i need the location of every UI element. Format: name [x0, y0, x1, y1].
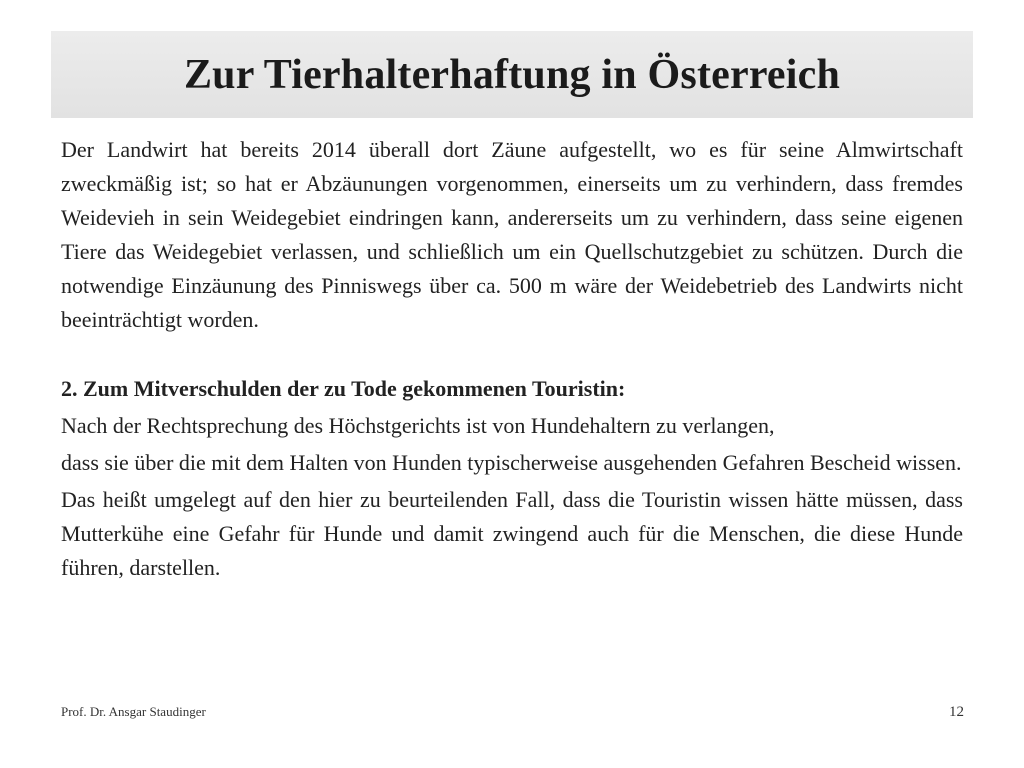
paragraph-dog-owners: dass sie über die mit dem Halten von Hunden typischerweise ausgehenden Gefahren Bescheid wissen.: [61, 450, 962, 475]
page-number: 12: [949, 704, 964, 720]
section-heading: 2. Zum Mitverschulden der zu Tode gekommenen Touristin:: [61, 376, 626, 401]
slide-body: [61, 133, 963, 585]
paragraph-conclusion: Das heißt umgelegt auf den hier zu beurteilenden Fall, dass die Touristin wissen hätte müssen, dass Mutterkühe eine Gefahr für Hunde und damit zwingend auch für die Menschen, die diese Hunde führen, darstellen.: [61, 487, 963, 580]
paragraph-case-law: Nach der Rechtsprechung des Höchstgerichts ist von Hundehaltern zu verlangen,: [61, 413, 775, 438]
title-bar: [51, 31, 973, 118]
footer-author: Prof. Dr. Ansgar Staudinger: [61, 704, 206, 719]
slide-title: Zur Tierhalterhaftung in Österreich: [183, 51, 841, 98]
paragraph-fence: Der Landwirt hat bereits 2014 überall dort Zäune aufgestellt, wo es für seine Almwirtschaft zweckmäßig ist; so hat er Abzäunungen vorgenommen, einerseits um zu verhindern, dass fremdes Weidevieh in sein Weidegebiet eindringen kann, andererseits um zu verhindern, dass seine eigenen Tiere das Weidegebiet verlassen, und schließlich um ein Quellschutzgebiet zu schützen. Durch die notwendige Einzäunung des Pinniswegs über ca. 500 m wäre der Weidebetrieb des Landwirts nicht beeinträchtigt worden.: [61, 137, 963, 332]
